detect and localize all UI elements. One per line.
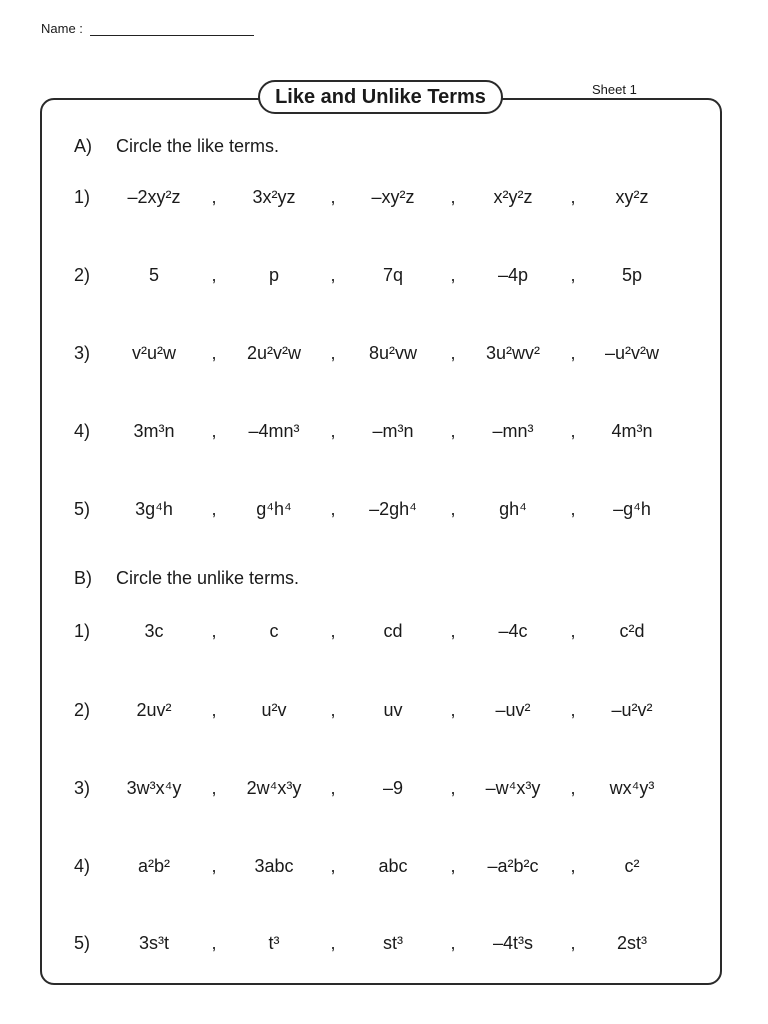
term[interactable]: 2uv² [136,700,172,720]
comma: , [211,778,217,798]
comma: , [450,499,456,519]
term[interactable]: cd [383,621,403,641]
comma: , [570,778,576,798]
term[interactable]: –9 [382,778,404,798]
comma: , [330,187,336,207]
comma: , [211,343,217,363]
term[interactable]: –4p [497,265,529,285]
comma: , [330,499,336,519]
section-a-instruction: Circle the like terms. [116,136,280,156]
term[interactable]: –g⁴h [613,499,651,519]
comma: , [570,421,576,441]
comma: , [211,856,217,876]
comma: , [570,856,576,876]
worksheet-frame [40,98,722,985]
question-row [0,421,768,445]
term[interactable]: t³ [268,933,280,953]
comma: , [570,621,576,641]
section-a-heading [74,136,279,157]
term[interactable]: uv [383,700,403,720]
comma: , [211,621,217,641]
comma: , [211,187,217,207]
comma: , [330,700,336,720]
term[interactable]: –mn³ [492,421,534,441]
comma: , [450,933,456,953]
term[interactable]: –a²b²c [487,856,539,876]
term[interactable]: –uv² [495,700,531,720]
section-b-instruction: Circle the unlike terms. [116,568,300,588]
term[interactable]: u²v [261,700,287,720]
comma: , [330,621,336,641]
question-row [0,187,768,211]
comma: , [570,265,576,285]
comma: , [450,621,456,641]
comma: , [450,187,456,207]
term[interactable]: c² [624,856,640,876]
term[interactable]: wx⁴y³ [609,778,655,798]
question-row [0,778,768,802]
term[interactable]: 5 [148,265,159,285]
worksheet-title: Like and Unlike Terms [258,80,503,114]
question-row [0,621,768,645]
term[interactable]: 4m³n [611,421,653,441]
section-b-letter: B) [74,568,92,588]
term[interactable]: g⁴h⁴ [256,499,292,519]
comma: , [450,700,456,720]
question-number: 1) [74,187,91,207]
term[interactable]: 3m³n [133,421,175,441]
term[interactable]: 2st³ [616,933,647,953]
section-b-heading [74,568,299,589]
term[interactable]: 3u²wv² [485,343,540,363]
section-a-letter: A) [74,136,92,156]
question-number: 5) [74,933,91,953]
term[interactable]: –2xy²z [127,187,181,207]
comma: , [330,343,336,363]
question-number: 2) [74,700,91,720]
question-number: 4) [74,421,91,441]
term[interactable]: 3c [144,621,164,641]
name-blank-line[interactable] [90,35,254,36]
term[interactable]: 3w³x⁴y [126,778,182,798]
term[interactable]: 3abc [254,856,294,876]
comma: , [330,933,336,953]
term[interactable]: p [268,265,279,285]
comma: , [330,265,336,285]
comma: , [330,778,336,798]
comma: , [450,343,456,363]
comma: , [570,933,576,953]
comma: , [211,700,217,720]
comma: , [330,856,336,876]
term[interactable]: –xy²z [371,187,415,207]
question-row [0,499,768,523]
comma: , [450,856,456,876]
question-number: 1) [74,621,91,641]
comma: , [450,265,456,285]
question-row [0,343,768,367]
term[interactable]: –4mn³ [248,421,300,441]
term[interactable]: –w⁴x³y [485,778,541,798]
question-number: 4) [74,856,91,876]
comma: , [570,499,576,519]
term[interactable]: –2gh⁴ [369,499,417,519]
comma: , [330,421,336,441]
question-number: 2) [74,265,91,285]
term[interactable]: xy²z [615,187,649,207]
comma: , [211,421,217,441]
term[interactable]: 3x²yz [252,187,296,207]
question-number: 5) [74,499,91,519]
term[interactable]: 3s³t [138,933,169,953]
comma: , [570,187,576,207]
term[interactable]: 5p [621,265,643,285]
name-label: Name : [41,21,83,36]
comma: , [570,343,576,363]
term[interactable]: 8u²vw [368,343,417,363]
question-number: 3) [74,343,91,363]
comma: , [570,700,576,720]
term[interactable]: abc [378,856,408,876]
comma: , [211,499,217,519]
term[interactable]: c²d [619,621,645,641]
comma: , [450,421,456,441]
term[interactable]: gh⁴ [499,499,527,519]
question-row [0,265,768,289]
term[interactable]: 3g⁴h [135,499,173,519]
question-row [0,700,768,724]
term[interactable]: 2u²v²w [246,343,301,363]
term[interactable]: c [269,621,279,641]
comma: , [450,778,456,798]
question-row [0,933,768,957]
term[interactable]: st³ [383,933,403,953]
term[interactable]: v²u²w [132,343,176,363]
term[interactable]: –4t³s [492,933,534,953]
term[interactable]: –u²v² [611,700,653,720]
term[interactable]: x²y²z [493,187,533,207]
term[interactable]: a²b² [137,856,170,876]
comma: , [211,265,217,285]
term[interactable]: –4c [498,621,528,641]
question-number: 3) [74,778,91,798]
term[interactable]: –m³n [372,421,414,441]
comma: , [211,933,217,953]
term[interactable]: 2w⁴x³y [246,778,302,798]
question-row [0,856,768,880]
term[interactable]: –u²v²w [604,343,659,363]
sheet-number: Sheet 1 [592,82,637,97]
term[interactable]: 7q [382,265,404,285]
